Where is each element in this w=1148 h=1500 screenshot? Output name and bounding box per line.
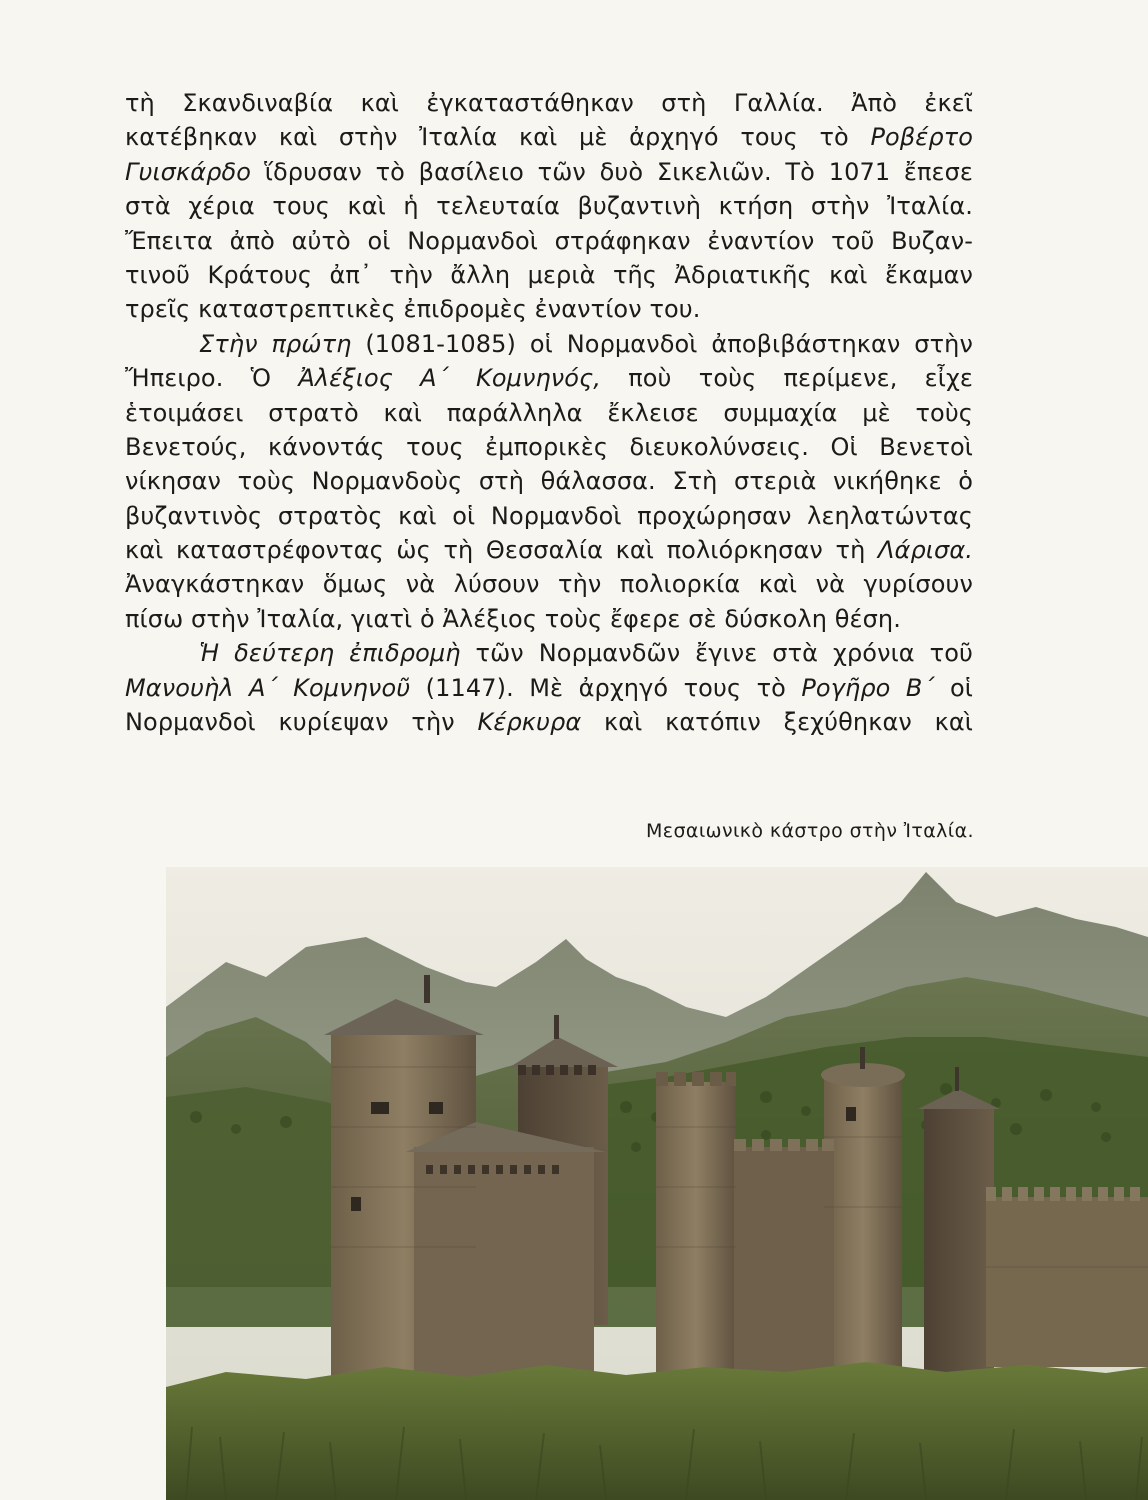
text-run: καὶ κατόπιν ξεχύθηκαν καὶ [581,708,973,737]
text-line [125,258,973,292]
emphasis-text: Ρογῆρο Β΄ [801,673,935,702]
emphasis-text: Ἀλέξιος Α΄ Κομνηνός, [298,364,601,393]
text-line [125,189,973,223]
emphasis-text: Μανουὴλ Α΄ Κομνηνοῦ [125,673,411,702]
figure-caption: Μεσαιωνικὸ κάστρο στὴν Ἰταλία. [646,820,974,842]
text-run: Βενετούς, κάνοντάς τους ἐμπορικὲς διευκολύνσεις. Οἱ Βενετοὶ [125,432,973,461]
text-run: νίκησαν τοὺς Νορμανδοὺς στὴ θάλασσα. Στὴ στεριὰ νικήθηκε ὁ [125,467,973,496]
emphasis-text: Λάρισα. [878,536,973,565]
text-line [125,567,973,601]
emphasis-text: Ροβέρτο [870,123,973,152]
text-line [125,327,973,361]
text-run: τρεῖς καταστρεπτικὲς ἐπιδρομὲς ἐναντίον του. [125,295,701,324]
text-run: τινοῦ Κράτους ἀπ᾽ τὴν ἄλλη μεριὰ τῆς Ἀδριατικῆς καὶ ἔκαμαν [125,260,973,289]
castle-photo [166,867,1148,1500]
emphasis-text: Κέρκυρα [477,708,582,737]
text-run: τῶν Νορμανδῶν ἔγινε στὰ χρόνια τοῦ [460,639,973,668]
text-run: τὴ Σκανδιναβία καὶ ἐγκαταστάθηκαν στὴ Γαλλία. Ἀπὸ ἐκεῖ [125,89,973,117]
central-block [734,1147,834,1387]
text-run: Νορμανδοὶ κυρίεψαν τὴν [125,708,478,737]
text-run: Ἀναγκάστηκαν ὅμως νὰ λύσουν τὴν πολιορκία καὶ νὰ γυρίσουν [125,570,973,599]
text-line [125,705,973,739]
text-run: (1081-1085) οἱ Νορμανδοὶ ἀποβιβάστηκαν στὴν [351,329,973,358]
text-run: ποὺ τοὺς περίμενε, εἶχε [601,364,973,393]
text-run: στὰ χέρια τους καὶ ἡ τελευταία βυζαντινὴ κτήση στὴν Ἰταλία. [125,192,973,221]
text-line [125,464,973,498]
text-line [125,396,973,430]
round-tower-slim [656,1082,736,1402]
emphasis-text: Ἡ δεύτερη ἐπιδρομὴ [199,639,461,668]
text-line [125,155,973,189]
text-line [125,430,973,464]
lower-hall [414,1147,594,1382]
text-line [125,86,973,120]
text-line [125,361,973,395]
text-line [125,224,973,258]
emphasis-text: Στὴν πρώτη [199,329,352,358]
text-run: κατέβηκαν καὶ στὴν Ἰταλία καὶ μὲ ἀρχηγό τους τὸ [125,123,871,152]
text-line [125,602,973,636]
text-run: Ἤπειρο. Ὁ [125,364,299,393]
text-run: ἑτοιμάσει στρατὸ καὶ παράλληλα ἔκλεισε συμμαχία μὲ τοὺς [125,398,973,427]
right-tower [924,1107,994,1377]
text-line [125,636,973,670]
text-run: ἵδρυσαν τὸ βασίλειο τῶν δυὸ Σικελιῶν. Τὸ 1071 ἔπεσε [251,157,973,186]
cylinder-tower [824,1077,902,1377]
text-line [125,292,973,326]
text-run: Ἔπειτα ἀπὸ αὐτὸ οἱ Νορμανδοὶ στράφηκαν ἐναντίον τοῦ Βυζαν- [125,226,973,255]
curtain-wall [986,1197,1148,1367]
body-text [125,86,973,739]
text-run: οἱ [934,673,974,702]
text-line [125,499,973,533]
text-run: πίσω στὴν Ἰταλία, γιατὶ ὁ Ἀλέξιος τοὺς ἔφερε σὲ δύσκολη θέση. [125,604,901,633]
text-run: καὶ καταστρέφοντας ὡς τὴ Θεσσαλία καὶ πολιόρκησαν τὴ [125,536,879,565]
text-run: (1147). Μὲ ἀρχηγό τους τὸ [410,673,802,702]
text-run: βυζαντινὸς στρατὸς καὶ οἱ Νορμανδοὶ προχώρησαν λεηλατώντας [125,501,973,530]
castle-illustration [166,867,1148,1500]
foreground-grass [166,1362,1148,1500]
text-line [125,533,973,567]
emphasis-text: Γυισκάρδο [125,157,252,186]
text-line [125,671,973,705]
text-line [125,120,973,154]
